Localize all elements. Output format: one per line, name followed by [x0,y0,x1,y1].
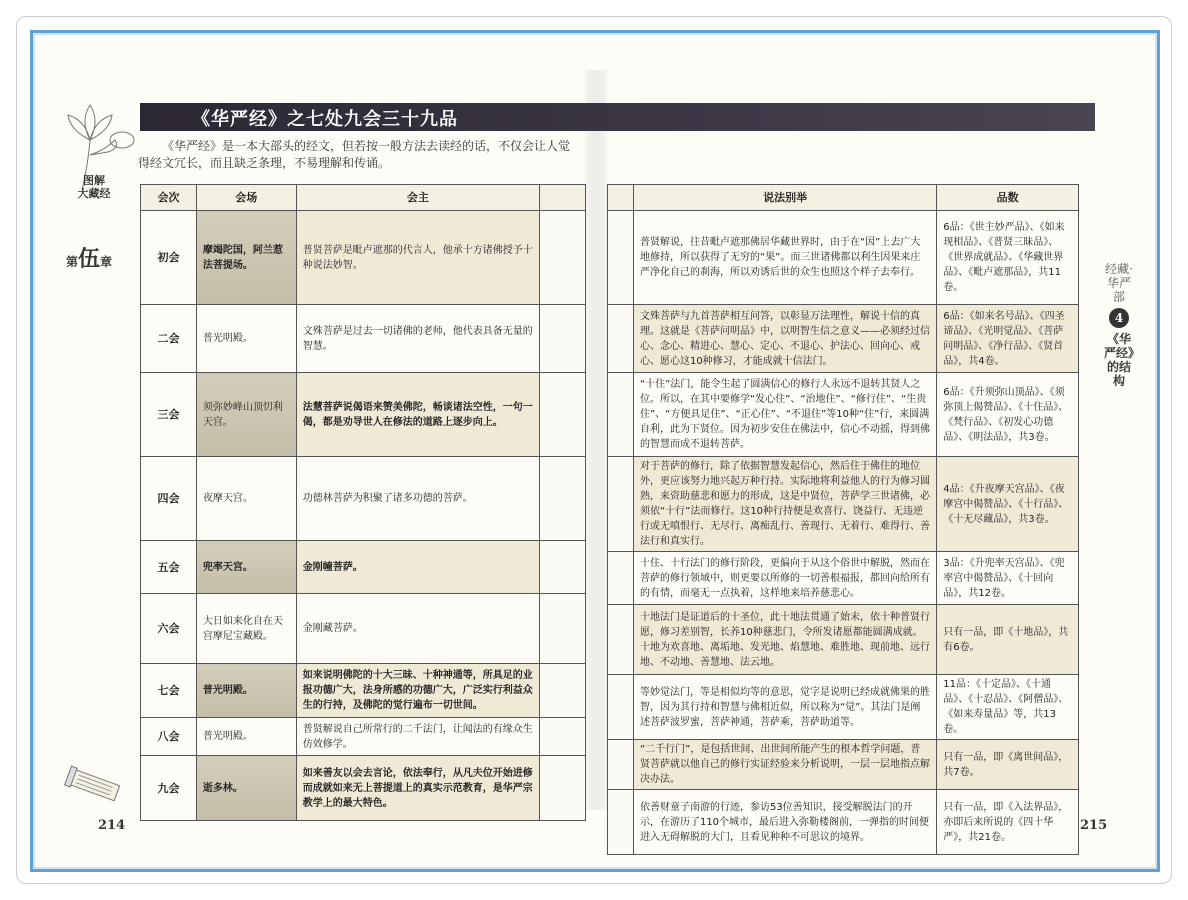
table-row [608,373,1079,457]
chapters-cell: 6品：《世主妙严品》、《如来现相品》、《普贤三昧品》、《世界成就品》、《华藏世界品》、《毗卢遮那品》，共11卷。 [937,211,1079,305]
blank-cell [540,664,586,718]
series-title-line1: 图解 [83,174,105,187]
table-row [141,305,586,373]
teaching-cell: “二千行门”，是包括世间、出世间所能产生的根本哲学问题，普贤菩萨就以他自己的修行实证经验来分析说明，一层一层地指点解决办法。 [633,740,936,790]
session-cell: 五会 [141,541,197,594]
lord-cell: 文殊菩萨是过去一切诸佛的老师，他代表具备无量的智慧。 [296,305,539,373]
blank-cell [540,541,586,594]
venue-cell: 大日如来化自在天宫摩尼宝藏殿。 [196,594,296,664]
section-subtitle: 《华严经》的结构 [1104,332,1135,388]
blank-cell [608,675,634,740]
table-row [141,541,586,594]
blank-cell [608,373,634,457]
table-row [141,211,586,305]
blank-cell [608,211,634,305]
table-row [141,756,586,821]
table-row [608,790,1079,855]
teaching-cell: 十住、十行法门的修行阶段，更偏向于从这个俗世中解脱，然而在菩萨的修行领域中，则更要以所修的一切善根福报，都回向给所有的有情，而毫无一点执着，这样地来培养慈悲心。 [633,552,936,605]
chapter-suffix: 章 [100,255,113,269]
blank-cell [608,552,634,605]
section-label: 经藏·华严部 [1105,262,1133,304]
venue-cell: 夜摩天宫。 [196,457,296,541]
table-row [608,675,1079,740]
left-table [140,184,586,821]
blank-cell [540,457,586,541]
blank-cell [540,756,586,821]
header-session: 会次 [141,185,197,211]
session-cell: 九会 [141,756,197,821]
lord-cell: 普贤菩萨是毗卢遮那的代言人，他承十方诸佛授予十种说法妙智。 [296,211,539,305]
teaching-cell: 文殊菩萨与九首菩萨相互问答，以彰显万法理性，解说十信的真理。这就是《菩萨问明品》中，以明智生信之意义——必须经过信心、念心、精进心、慧心、定心、不退心、护法心、回向心、戒心、愿心这10种修习，才能成就十信法门。 [633,305,936,373]
header-lord: 会主 [296,185,539,211]
intro-text: 《华严经》是一本大部头的经文，但若按一般方法去读经的话，不仅会让人觉得经文冗长，而且缺乏条理，不易理解和传诵。 [138,139,571,170]
header-chapters: 品数 [937,185,1079,211]
session-cell: 初会 [141,211,197,305]
page-number-left: 214 [98,818,126,833]
venue-cell: 须弥妙峰山顶忉利天宫。 [196,373,296,457]
lord-cell: 如来善友以会去言论，依法奉行，从凡夫位开始进修而成就如来无上菩提道上的真实示范教育，是华严宗教学上的最大特色。 [296,756,539,821]
teaching-cell: 对于菩萨的修行，除了依据智慧发起信心，然后住于佛住的地位外，更应该努力地兴起万种行持。实际地将利益他人的行为修习圆熟，来资助慈悲和愿力的形成，这是中贤位，菩萨学三世诸佛，必须依“十行”法而修行。这10种行持便是欢喜行、饶益行、无违逆行或无嗔恨行、无尽行、离痴乱行、善现行、无着行、难得行、善法行和真实行。 [633,457,936,552]
section-number-badge: 4 [1109,308,1129,328]
blank-cell [540,718,586,756]
teaching-cell: 十地法门是证道后的十圣位，此十地法贯通了始末，依十种普贤行愿，修习差别智，长养10种慈悲门，令所发诸愿都能圆满成就。十地为欢喜地、离垢地、发光地、焰慧地、难胜地、现前地、远行地、不动地、善慧地、法云地。 [633,605,936,675]
header-blank [608,185,634,211]
chapter-label [66,242,112,273]
venue-cell: 逝多林。 [196,756,296,821]
series-title-line2: 大藏经 [77,187,111,200]
table-row [141,664,586,718]
chapters-cell: 只有一品，即《入法界品》，亦即后来所说的《四十华严》，共21卷。 [937,790,1079,855]
blank-cell [608,305,634,373]
session-cell: 七会 [141,664,197,718]
session-cell: 四会 [141,457,197,541]
teaching-cell: 依善财童子南游的行迹，参访53位善知识，接受解脱法门的开示，在游历了110个城市，最后进入弥勒楼阁前，一弹指的时间便进入无碍解脱的大门，且看见种种不可思议的境界。 [633,790,936,855]
book-gutter [585,70,607,810]
table-row [608,605,1079,675]
chapters-cell: 只有一品，即《离世间品》，共7卷。 [937,740,1079,790]
table-row [141,718,586,756]
chapters-cell: 6品：《升须弥山顶品》、《须弥顶上偈赞品》、《十住品》、《梵行品》、《初发心功德品》、《明法品》，共3卷。 [937,373,1079,457]
lord-cell: 功德林菩萨为积聚了诸多功德的菩萨。 [296,457,539,541]
blank-cell [608,740,634,790]
table-row [141,373,586,457]
table-row [141,457,586,541]
blank-cell [540,211,586,305]
section-marker [1104,262,1134,388]
scroll-icon [64,763,124,809]
lord-cell: 金刚藏菩萨。 [296,594,539,664]
session-cell: 八会 [141,718,197,756]
series-title [66,174,122,200]
lord-cell: 金刚幢菩萨。 [296,541,539,594]
header-blank [540,185,586,211]
lord-cell: 如来说明佛陀的十大三昧、十种神通等，所具足的业报功德广大，法身所感的功德广大，广泛实行利益众生的行持，及佛陀的觉行遍布一切世间。 [296,664,539,718]
chapters-cell: 3品：《升兜率天宫品》、《兜率宫中偈赞品》、《十回向品》，共12卷。 [937,552,1079,605]
blank-cell [608,605,634,675]
blank-cell [540,373,586,457]
chapters-cell: 11品：《十定品》、《十通品》、《十忍品》、《阿僧品》、《如来寿量品》等，共13卷。 [937,675,1079,740]
table-row [608,305,1079,373]
teaching-cell: 普贤解说，往昔毗卢遮那佛居华藏世界时，由于在“因”上去广大地修持，所以获得了无穷的“果”。而三世诸佛都以利生因果来庄严净化自己的刹海，所以劝诱后世的众生也照这个样子去奉行。 [633,211,936,305]
venue-cell: 兜率天宫。 [196,541,296,594]
venue-cell: 普光明殿。 [196,664,296,718]
table-row [141,594,586,664]
page-number-right: 215 [1080,818,1108,833]
venue-cell: 摩竭陀国，阿兰惹法菩提场。 [196,211,296,305]
intro-paragraph [138,138,578,172]
teaching-cell: “十住”法门，能令生起了圆满信心的修行人永远不退转其贤人之位。所以，在其中要修学“发心住”、“治地住”、“修行住”、“生贵住”、“方便具足住”、“正心住”、“不退住”等10种“住”行，来圆满自利，此为下贤位。因为初步安住在佛法中，信心不动摇，得到佛的智慧而成不退转菩萨。 [633,373,936,457]
blank-cell [540,305,586,373]
header-teaching: 说法别举 [633,185,936,211]
session-cell: 六会 [141,594,197,664]
chapters-cell: 6品：《如来名号品》、《四圣谛品》、《光明觉品》、《菩萨问明品》、《净行品》、《贤首品》，共4卷。 [937,305,1079,373]
venue-cell: 普光明殿。 [196,305,296,373]
chapters-cell: 4品：《升夜摩天宫品》、《夜摩宫中偈赞品》、《十行品》、《十无尽藏品》，共3卷。 [937,457,1079,552]
teaching-cell: 等妙觉法门，等是相似均等的意思，觉字是说明已经成就佛果的胜智，因为其行持和智慧与佛相近似，所以称为“觉”。其法门是阐述菩萨波罗蜜，菩萨神通，菩萨乘，菩萨助道等。 [633,675,936,740]
venue-cell: 普光明殿。 [196,718,296,756]
right-table [607,184,1079,855]
chapters-cell: 只有一品，即《十地品》，共有6卷。 [937,605,1079,675]
table-row [608,552,1079,605]
lord-cell: 普贤解说自己所常行的二千法门，让闻法的有缘众生仿效修学。 [296,718,539,756]
table-row [608,211,1079,305]
session-cell: 二会 [141,305,197,373]
chapter-number: 伍 [78,246,101,272]
chapter-prefix: 第 [66,255,79,269]
blank-cell [608,790,634,855]
lord-cell: 法慧菩萨说偈语来赞美佛陀，畅谈诸法空性，一句一偈，都是劝导世人在修法的道路上逐步向上。 [296,373,539,457]
session-cell: 三会 [141,373,197,457]
header-venue: 会场 [196,185,296,211]
table-row [608,740,1079,790]
blank-cell [540,594,586,664]
blank-cell [608,457,634,552]
title-bar [140,103,1095,131]
table-row [608,457,1079,552]
page-title: 《华严经》之七处九会三十九品 [192,109,458,130]
